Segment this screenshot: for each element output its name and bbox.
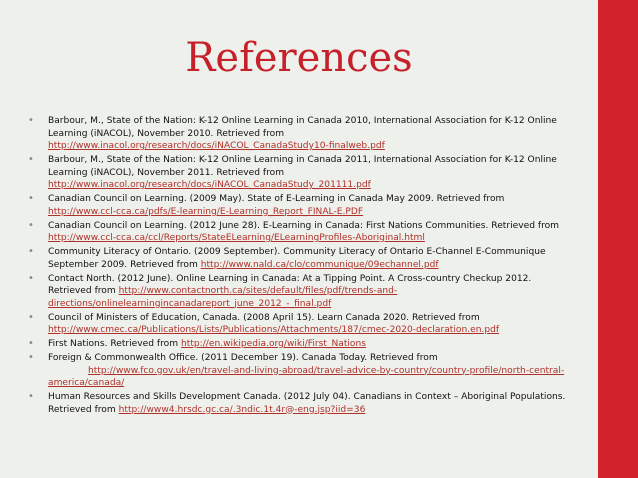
bullet-icon: • — [28, 352, 34, 363]
reference-item — [28, 338, 568, 351]
reference-item — [28, 154, 568, 192]
reference-link[interactable]: http://www.fco.gov.uk/en/travel-and-living-abroad/travel-advice-by-country/country-profile/north-central-america/canada/ — [48, 365, 565, 388]
reference-text: Human Resources and Skills Development Canada. (2012 July 04). Canadians in Context – Aboriginal Populations. Retrieved from — [48, 392, 566, 415]
reference-item — [28, 273, 568, 311]
reference-link[interactable]: http://www.inacol.org/research/docs/iNACOL_CanadaStudy_201111.pdf — [48, 180, 371, 190]
reference-link[interactable]: http://www.nald.ca/clo/communique/09echannel.pdf — [200, 259, 439, 270]
bullet-icon: • — [28, 246, 34, 257]
reference-item — [28, 246, 568, 271]
reference-link[interactable]: http://en.wikipedia.org/wiki/First_Nations — [180, 339, 366, 349]
bullet-icon: • — [28, 391, 34, 402]
reference-link[interactable]: http://www.contactnorth.ca/sites/default/files/pdf/trends-and-directions/onlinelearningincanadareport_june_2012_-_final.pdf — [48, 286, 398, 309]
reference-text: Foreign & Commonwealth Office. (2011 December 19). Canada Today. Retrieved from — [48, 353, 438, 363]
reference-text: Contact North. (2012 June). Online Learning in Canada: At a Tipping Point. A Cross-country Checkup 2012. Retrieved from — [48, 273, 532, 296]
reference-item — [28, 312, 568, 337]
reference-text: Barbour, M., State of the Nation: K-12 Online Learning in Canada 2011, International Association for K-12 Online Learning (iNACOL), November 2011. Retrieved from — [48, 155, 557, 178]
reference-link[interactable]: http://www.cmec.ca/Publications/Lists/Publications/Attachments/187/cmec-2020-declaration.en.pdf — [48, 325, 500, 335]
bullet-icon: • — [28, 272, 34, 284]
red-accent-bar — [598, 0, 638, 478]
references-list — [28, 115, 568, 418]
bullet-icon: • — [28, 154, 34, 165]
bullet-icon: • — [28, 115, 34, 126]
reference-text: Barbour, M., State of the Nation: K-12 Online Learning in Canada 2010, International Association for K-12 Online Learning (iNACOL), November 2010. Retrieved from — [48, 116, 557, 139]
reference-text: First Nations. Retrieved from — [48, 339, 179, 349]
reference-item — [28, 115, 568, 153]
reference-item — [28, 352, 568, 390]
bullet-icon: • — [28, 338, 34, 349]
bullet-icon: • — [28, 219, 34, 231]
reference-text: Council of Ministers of Education, Canada. (2008 April 15). Learn Canada 2020. Retrieved from — [48, 312, 480, 323]
reference-link[interactable]: http://www4.hrsdc.gc.ca/.3ndic.1t.4r@-eng.jsp?iid=36 — [118, 404, 366, 415]
reference-link[interactable]: http://www.ccl-cca.ca/pdfs/E-learning/E-Learning_Report_FINAL-E.PDF — [48, 206, 364, 217]
reference-text: Community Literacy of Ontario. (2009 September). Community Literacy of Ontario E-Channel E-Communique September 2009. Retrieved from — [48, 247, 546, 270]
bullet-icon: • — [28, 311, 34, 323]
reference-link[interactable]: http://www.inacol.org/research/docs/iNACOL_CanadaStudy10-finalweb.pdf — [48, 141, 385, 151]
reference-text: Canadian Council on Learning. (2009 May). State of E-Learning in Canada May 2009. Retrieved from — [48, 194, 505, 204]
slide-title: References — [185, 35, 413, 81]
reference-item — [28, 193, 568, 218]
reference-link[interactable]: http://www.ccl-cca.ca/ccl/Reports/StateELearning/ELearningProfiles-Aboriginal.html — [48, 233, 425, 243]
bullet-icon: • — [28, 193, 34, 204]
reference-item — [28, 391, 568, 416]
reference-item — [28, 220, 568, 245]
reference-text: Canadian Council on Learning. (2012 June 28). E-Learning in Canada: First Nations Communities. Retrieved from — [48, 220, 560, 231]
